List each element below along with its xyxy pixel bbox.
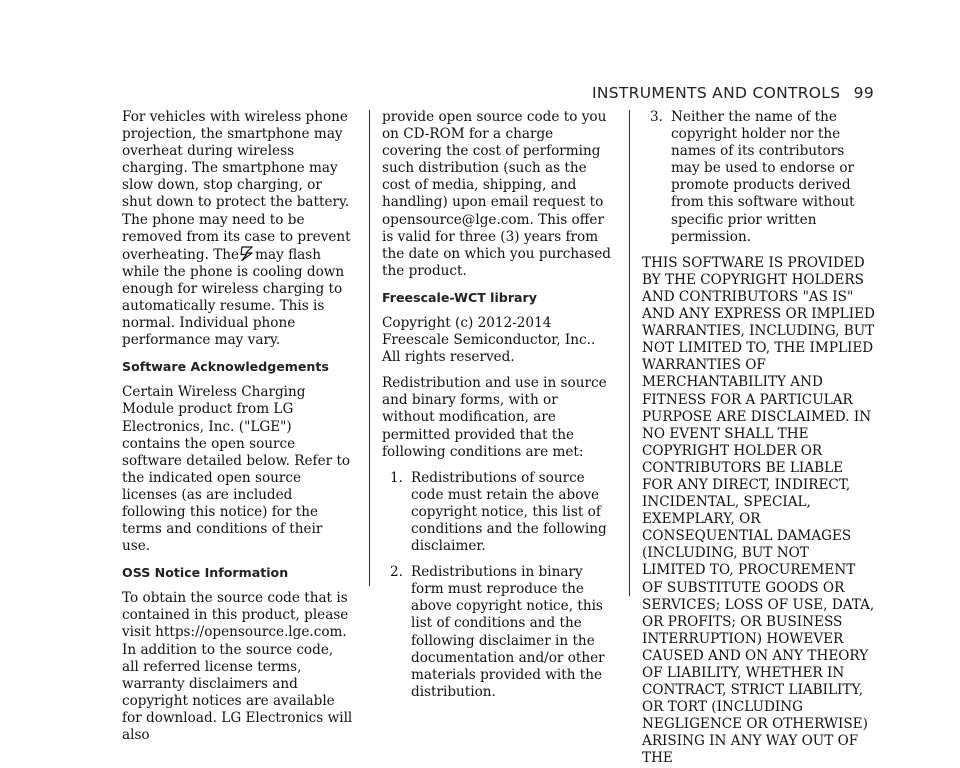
- list-item-number: 2.: [390, 564, 403, 581]
- software-acknowledgements-heading: Software Acknowledgements: [122, 359, 329, 375]
- page-number: 99: [853, 84, 874, 102]
- column-right: [642, 109, 876, 768]
- list-item: [650, 109, 876, 246]
- oss-notice-paragraph: To obtain the source code that is contained in this product, please visit https://opensource.lge.com. In addition to the source code, all referred license terms, warranty disclaimers and copyright notices are available for download. LG Electronics will also: [122, 590, 353, 743]
- list-item: [390, 564, 614, 701]
- list-item-text: Neither the name of the copyright holder nor the names of its contributors may be used to endorse or promote products derived from this software without specific prior written permission.: [671, 109, 855, 245]
- oss-notice-heading: OSS Notice Information: [122, 565, 289, 581]
- software-acknowledgements-paragraph: Certain Wireless Charging Module product from LG Electronics, Inc. ("LGE") contains the open source software detailed below. Refer to the indicated open source licenses (as are included following this notice) for the terms and conditions of their use.: [122, 384, 351, 555]
- paragraph-text-before-icon: For vehicles with wireless phone projection, the smartphone may overheat during wireless charging. The smartphone may slow down, stop charging, or shut down to protect the battery. The phone may need to be removed from its case to prevent overheating. The: [122, 109, 351, 263]
- copyright-paragraph: Copyright (c) 2012-2014 Freescale Semiconductor, Inc.. All rights reserved.: [382, 314, 596, 366]
- wireless-charging-paragraph: [122, 109, 354, 349]
- section-title: INSTRUMENTS AND CONTROLS: [592, 84, 841, 102]
- list-item-text: Redistributions in binary form must reproduce the above copyright notice, this list of conditions and the following disclaimer in the documentation and/or other materials provided with the distribution.: [411, 564, 605, 700]
- list-item-number: 3.: [650, 109, 663, 125]
- freescale-heading: Freescale-WCT library: [382, 289, 537, 305]
- page-header: [592, 84, 874, 102]
- lightning-bolt-icon: [240, 246, 254, 261]
- column-divider-left: [369, 110, 370, 586]
- list-item: [390, 470, 614, 555]
- paragraph-text-after-icon: may flash while the phone is cooling down enough for wireless charging to automatically resume. This is normal. Individual phone performance may vary.: [122, 246, 345, 349]
- warranty-disclaimer-paragraph: THIS SOFTWARE IS PROVIDED BY THE COPYRIGHT HOLDERS AND CONTRIBUTORS "AS IS" AND ANY EXPRESS OR IMPLIED WARRANTIES, INCLUDING, BUT NOT LIMITED TO, THE IMPLIED WARRANTIES OF MERCHANTABILITY AND FITNESS FOR A PARTICULAR PURPOSE ARE DISCLAIMED. IN NO EVENT SHALL THE COPYRIGHT HOLDER OR CONTRIBUTORS BE LIABLE FOR ANY DIRECT, INDIRECT, INCIDENTAL, SPECIAL, EXEMPLARY, OR CONSEQUENTIAL DAMAGES (INCLUDING, BUT NOT LIMITED TO, PROCUREMENT OF SUBSTITUTE GOODS OR SERVICES; LOSS OF USE, DATA, OR PROFITS; OR BUSINESS INTERRUPTION) HOWEVER CAUSED AND ON ANY THEORY OF LIABILITY, WHETHER IN CONTRACT, STRICT LIABILITY, OR TORT (INCLUDING NEGLIGENCE OR OTHERWISE) ARISING IN ANY WAY OUT OF THE: [642, 254, 875, 767]
- column-divider-right: [629, 110, 630, 596]
- list-item-text: Redistributions of source code must retain the above copyright notice, this list of conditions and the following disclaimer.: [411, 469, 607, 555]
- redistribution-paragraph: Redistribution and use in source and binary forms, with or without modification, are permitted provided that the following conditions are met:: [382, 375, 607, 460]
- column-left: [122, 109, 354, 753]
- source-code-offer-paragraph: provide open source code to you on CD-ROM for a charge covering the cost of performing such distribution (such as the cost of media, shipping, and handling) upon email request to opensource@lge.com. This offer is valid for three (3) years from the date on which you purchased the product.: [382, 109, 611, 279]
- column-middle: [382, 109, 614, 710]
- list-item-number: 1.: [390, 469, 403, 486]
